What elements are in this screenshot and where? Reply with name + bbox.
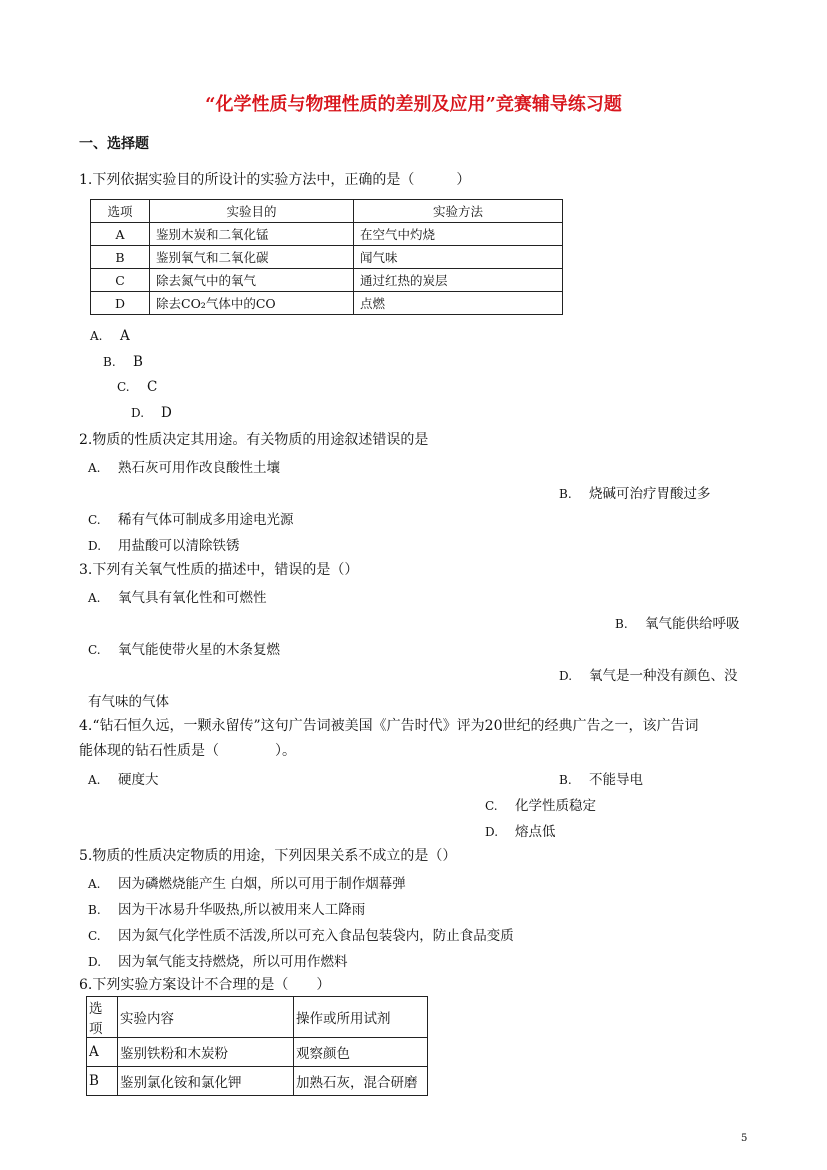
- table-row: [91, 246, 563, 269]
- question-3-stem: 3.下列有关氧气性质的描述中，错误的是（）: [79, 562, 359, 578]
- table-cell: B: [87, 1067, 118, 1096]
- table-header-cell: 选项: [87, 997, 118, 1038]
- question-5-stem: 5.物质的性质决定物质的用途，下列因果关系不成立的是（）: [79, 848, 457, 864]
- question-1-table: [90, 199, 563, 315]
- table-cell: 通过红热的炭层: [354, 269, 563, 292]
- question-4-option-c: C. 化学性质稳定: [485, 798, 596, 814]
- table-header-cell: 选项: [91, 200, 150, 223]
- table-header-cell: 实验方法: [354, 200, 563, 223]
- section-heading: 一、选择题: [79, 136, 149, 152]
- question-5-option-b: B. 因为干冰易升华吸热,所以被用来人工降雨: [88, 902, 366, 918]
- question-3-option-d: D. 氧气是一种没有颜色、没: [559, 668, 738, 684]
- question-5-option-d: D. 因为氧气能支持燃烧，所以可用作燃料: [88, 954, 348, 970]
- question-6-stem: 6.下列实验方案设计不合理的是（ ）: [79, 977, 331, 993]
- table-cell: 鉴别铁粉和木炭粉: [118, 1038, 294, 1067]
- table-cell: 除去CO₂气体中的CO: [150, 292, 354, 315]
- table-cell: 鉴别氯化铵和氯化钾: [118, 1067, 294, 1096]
- table-header-cell: 操作或所用试剂: [294, 997, 428, 1038]
- question-2-option-c: C. 稀有气体可制成多用途电光源: [88, 512, 294, 528]
- question-3-option-c: C. 氧气能使带火星的木条复燃: [88, 642, 280, 658]
- table-header-cell: 实验目的: [150, 200, 354, 223]
- question-5-option-a: A. 因为磷燃烧能产生 白烟，所以可用于制作烟幕弹: [88, 876, 406, 892]
- table-row: [91, 223, 563, 246]
- question-1-stem: 1.下列依据实验目的所设计的实验方法中，正确的是（ ）: [79, 172, 471, 188]
- table-cell: 点燃: [354, 292, 563, 315]
- table-cell: 闻气味: [354, 246, 563, 269]
- table-cell: 观察颜色: [294, 1038, 428, 1067]
- table-cell: D: [91, 292, 150, 315]
- table-cell: 除去氮气中的氧气: [150, 269, 354, 292]
- question-3-option-a: A. 氧气具有氧化性和可燃性: [88, 590, 267, 606]
- question-1-option-d: D. D: [131, 405, 172, 421]
- table-header-row: [91, 200, 563, 223]
- question-1-option-c: C. C: [117, 379, 158, 395]
- question-4-stem-line-1: 4.“钻石恒久远，一颗永留传”这句广告词被美国《广告时代》评为20世纪的经典广告之一，该广告词: [79, 718, 699, 734]
- question-5-option-c: C. 因为氮气化学性质不活泼,所以可充入食品包装袋内，防止食品变质: [88, 928, 514, 944]
- question-3-option-b: B. 氧气能供给呼吸: [615, 616, 740, 632]
- question-2-option-a: A. 熟石灰可用作改良酸性土壤: [88, 460, 280, 476]
- question-6-table: [86, 996, 428, 1096]
- question-1-option-a: A. A: [90, 328, 130, 344]
- table-row: [91, 269, 563, 292]
- table-cell: 在空气中灼烧: [354, 223, 563, 246]
- table-row: [91, 292, 563, 315]
- question-2-option-d: D. 用盐酸可以清除铁锈: [88, 538, 240, 554]
- table-row: [87, 1067, 428, 1096]
- table-header-row: [87, 997, 428, 1038]
- question-4-option-a: A. 硬度大: [88, 772, 159, 788]
- question-2-option-b: B. 烧碱可治疗胃酸过多: [559, 486, 711, 502]
- question-4-option-b: B. 不能导电: [559, 772, 643, 788]
- table-row: [87, 1038, 428, 1067]
- table-cell: C: [91, 269, 150, 292]
- question-2-stem: 2.物质的性质决定其用途。有关物质的用途叙述错误的是: [79, 432, 429, 448]
- table-cell: 鉴别木炭和二氧化锰: [150, 223, 354, 246]
- page-number: 5: [741, 1133, 748, 1144]
- table-header-cell: 实验内容: [118, 997, 294, 1038]
- table-cell: 加熟石灰，混合研磨: [294, 1067, 428, 1096]
- table-cell: 鉴别氧气和二氧化碳: [150, 246, 354, 269]
- table-cell: A: [87, 1038, 118, 1067]
- question-4-option-d: D. 熔点低: [485, 824, 556, 840]
- table-cell: B: [91, 246, 150, 269]
- page-title: “化学性质与物理性质的差别及应用”竞赛辅导练习题: [205, 94, 622, 115]
- question-3-option-d-continuation: 有气味的气体: [88, 694, 169, 710]
- question-1-option-b: B. B: [103, 354, 143, 370]
- table-cell: A: [91, 223, 150, 246]
- question-4-stem-line-2: 能体现的钻石性质是（ ）。: [79, 743, 296, 759]
